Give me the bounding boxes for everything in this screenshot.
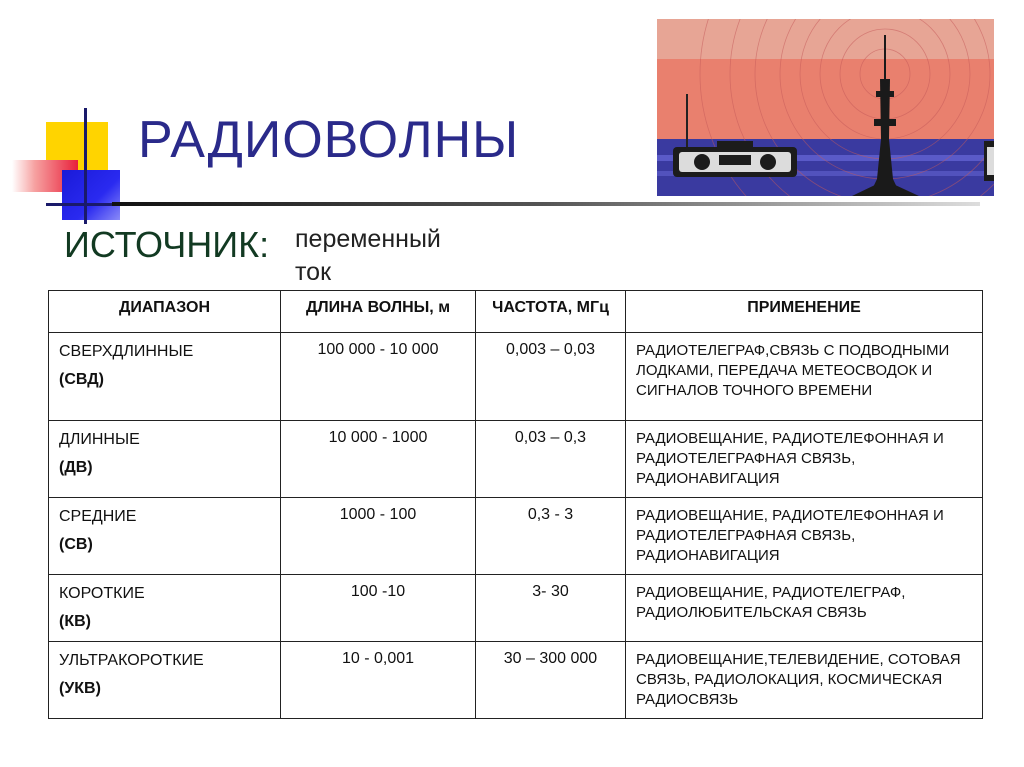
band-cell: [49, 498, 281, 575]
frequency-cell: 0,03 – 0,3: [476, 421, 626, 498]
radio-tower-illustration: [657, 19, 994, 196]
band-cell: [49, 642, 281, 719]
band-name: СРЕДНИЕ: [59, 508, 137, 525]
usage-cell: РАДИОВЕЩАНИЕ,ТЕЛЕВИДЕНИЕ, СОТОВАЯ СВЯЗЬ, РАДИОЛОКАЦИЯ, КОСМИЧЕСКАЯ РАДИОСВЯЗЬ: [626, 642, 983, 719]
frequency-cell: 3- 30: [476, 575, 626, 642]
frequency-cell: 0,003 – 0,03: [476, 333, 626, 421]
frequency-cell: 0,3 - 3: [476, 498, 626, 575]
band-cell: [49, 575, 281, 642]
band-abbreviation: (УКВ): [59, 680, 101, 697]
column-header-frequency: ЧАСТОТА, МГц: [476, 291, 626, 333]
column-header-wavelength: ДЛИНА ВОЛНЫ, м: [281, 291, 476, 333]
band-cell: [49, 421, 281, 498]
radio-bands-table: [48, 290, 983, 719]
table-row: [49, 642, 983, 719]
wavelength-cell: 10 000 - 1000: [281, 421, 476, 498]
usage-cell: РАДИОВЕЩАНИЕ, РАДИОТЕЛЕФОННАЯ И РАДИОТЕЛЕГРАФНАЯ СВЯЗЬ, РАДИОНАВИГАЦИЯ: [626, 498, 983, 575]
wavelength-cell: 10 - 0,001: [281, 642, 476, 719]
band-name: СВЕРХДЛИННЫЕ: [59, 343, 194, 360]
table-header-row: [49, 291, 983, 333]
wavelength-cell: 100 -10: [281, 575, 476, 642]
column-header-band: ДИАПАЗОН: [49, 291, 281, 333]
title-underline: [112, 202, 980, 206]
band-abbreviation: (ДВ): [59, 459, 93, 476]
table-row: [49, 421, 983, 498]
usage-cell: РАДИОВЕЩАНИЕ, РАДИОТЕЛЕГРАФ, РАДИОЛЮБИТЕЛЬСКАЯ СВЯЗЬ: [626, 575, 983, 642]
usage-cell: РАДИОТЕЛЕГРАФ,СВЯЗЬ С ПОДВОДНЫМИ ЛОДКАМИ, ПЕРЕДАЧА МЕТЕОСВОДОК И СИГНАЛОВ ТОЧНОГО ВРЕМЕНИ: [626, 333, 983, 421]
frequency-cell: 30 – 300 000: [476, 642, 626, 719]
table-row: [49, 333, 983, 421]
source-label: ИСТОЧНИК:: [64, 224, 270, 265]
band-cell: [49, 333, 281, 421]
column-header-usage: ПРИМЕНЕНИЕ: [626, 291, 983, 333]
band-name: УЛЬТРАКОРОТКИЕ: [59, 652, 204, 669]
table-row: [49, 575, 983, 642]
usage-cell: РАДИОВЕЩАНИЕ, РАДИОТЕЛЕФОННАЯ И РАДИОТЕЛЕГРАФНАЯ СВЯЗЬ, РАДИОНАВИГАЦИЯ: [626, 421, 983, 498]
slide-title: РАДИОВОЛНЫ: [138, 111, 520, 169]
table-row: [49, 498, 983, 575]
source-value: переменный ток: [295, 225, 441, 286]
band-name: ДЛИННЫЕ: [59, 431, 140, 448]
band-abbreviation: (КВ): [59, 613, 91, 630]
band-name: КОРОТКИЕ: [59, 585, 145, 602]
wavelength-cell: 1000 - 100: [281, 498, 476, 575]
band-abbreviation: (СВД): [59, 371, 104, 388]
decor-blue-square: [62, 170, 120, 220]
decor-vertical-line: [84, 108, 87, 224]
band-abbreviation: (СВ): [59, 536, 93, 553]
radio-tower-icon: [657, 19, 994, 196]
wavelength-cell: 100 000 - 10 000: [281, 333, 476, 421]
